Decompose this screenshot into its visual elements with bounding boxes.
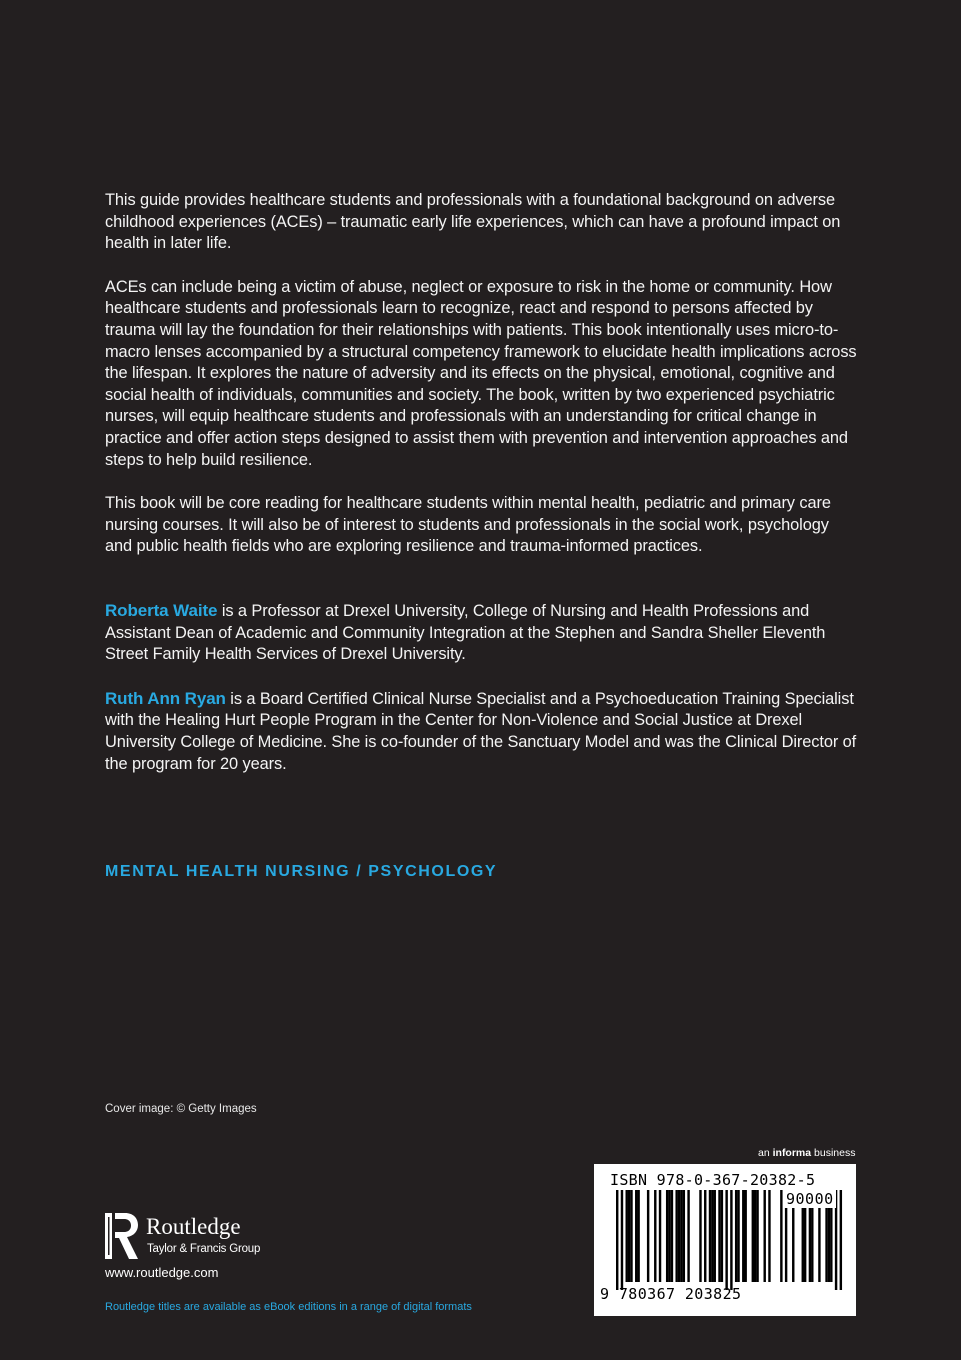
publisher-name: Routledge <box>146 1214 241 1239</box>
author-bio-2 <box>105 688 857 775</box>
publisher-website[interactable]: www.routledge.com <box>105 1265 219 1280</box>
isbn-barcode <box>594 1164 856 1316</box>
barcode-bar <box>742 1190 744 1282</box>
author-bio-text-1: is a Professor at Drexel University, College of Nursing and Health Professions and Assistant Dean of Academic and Community Integration at the Stephen and Sandra Sheller Eleventh Street Family Health Services of Drexel University. <box>105 602 826 664</box>
routledge-r-icon <box>105 1212 139 1260</box>
barcode-bar <box>754 1190 756 1282</box>
barcode-bar <box>756 1190 758 1282</box>
author-bio-1 <box>105 600 857 666</box>
informa-word: informa <box>772 1147 812 1159</box>
cover-image-credit: Cover image: © Getty Images <box>105 1103 257 1115</box>
author-bio-text-2: is a Board Certified Clinical Nurse Specialist and a Psychoeducation Training Specialist with the Healing Hurt People Program in the Center for Non-Violence and Social Justice at Drexel University College of Medicine. She is co-founder of the Sanctuary Model and was the Clinical Director of the program for 20 years. <box>105 689 857 773</box>
barcode-bar <box>711 1190 713 1282</box>
barcode-bar <box>668 1190 670 1282</box>
barcode-bar <box>678 1190 680 1282</box>
barcode-bar <box>626 1190 628 1282</box>
barcode-bar <box>763 1190 765 1282</box>
isbn-label: ISBN 978-0-367-20382-5 <box>610 1171 816 1189</box>
ebook-note: Routledge titles are available as eBook editions in a range of digital formats <box>105 1301 472 1313</box>
price-code: 90000 <box>786 1190 834 1208</box>
barcode-bar <box>616 1190 618 1290</box>
barcode-bar <box>666 1190 668 1282</box>
barcode-bar <box>721 1190 723 1282</box>
barcode-bar <box>752 1190 754 1282</box>
barcode-bar <box>699 1190 701 1282</box>
barcode-bar <box>714 1190 716 1282</box>
informa-prefix: an <box>758 1147 773 1159</box>
blurb <box>105 190 857 580</box>
barcode-bar <box>647 1190 649 1282</box>
barcode-bar <box>735 1190 737 1282</box>
barcode-bar <box>744 1190 746 1282</box>
barcode-bar <box>768 1190 770 1282</box>
barcode-bar <box>737 1190 739 1282</box>
barcode-bar <box>621 1190 623 1290</box>
ean-digits: 9 780367 203825 <box>600 1285 742 1303</box>
barcode-bar <box>709 1190 711 1282</box>
barcode-bar <box>840 1190 842 1290</box>
subject-category: MENTAL HEALTH NURSING / PSYCHOLOGY <box>105 863 498 880</box>
barcode-bar <box>718 1190 720 1282</box>
barcode-bar <box>725 1190 727 1290</box>
blurb-paragraph-1: This guide provides healthcare students and professionals with a foundational background on adverse childhood experiences (ACEs) – traumatic early life experiences, which can have a profound impact on health in later life. <box>105 191 841 253</box>
barcode-bar <box>730 1190 732 1290</box>
barcode-bar <box>628 1190 630 1282</box>
publisher-group: Taylor & Francis Group <box>147 1243 261 1255</box>
publisher-logo <box>105 1212 305 1262</box>
barcode-bar <box>671 1190 673 1282</box>
barcode-bar <box>630 1190 632 1282</box>
barcode-bar <box>680 1190 682 1282</box>
informa-business-tag <box>758 1147 855 1159</box>
barcode-bar <box>683 1190 685 1282</box>
blurb-paragraph-3: This book will be core reading for healthcare students within mental health, pediatric and primary care nursing courses. It will also be of interest to students and professionals in the social work, psychology and public health fields who are exploring resilience and trauma-informed practices. <box>105 494 831 556</box>
author-name-1: Roberta Waite <box>105 601 218 620</box>
barcode-bar <box>687 1190 689 1282</box>
author-bios <box>105 600 857 797</box>
barcode-bar <box>780 1190 782 1282</box>
barcode-bar <box>635 1190 637 1282</box>
barcode-bar <box>654 1190 656 1282</box>
author-name-2: Ruth Ann Ryan <box>105 688 226 708</box>
barcode-bar <box>704 1190 706 1282</box>
blurb-paragraph-2: ACEs can include being a victim of abuse, neglect or exposure to risk in the home or community. How healthcare students and professionals learn to recognize, react and respond to persons affected by trauma will lay the foundation for their relationships with patients. This book intentionally uses micro-to-macro lenses accompanied by a structural competency framework to elucidate health implications across the lifespan. It explores the nature of adversity and its effects on the physical, emotional, cognitive and social health of individuals, communities and society. The book, written by two experienced psychiatric nurses, will equip healthcare students and professionals with an understanding for critical change in practice and offer action steps designed to assist them with prevention and intervention approaches and steps to help build resilience. <box>105 277 857 469</box>
barcode-bar <box>675 1190 677 1282</box>
barcode-bar <box>659 1190 661 1282</box>
barcode-bar <box>637 1190 639 1282</box>
informa-suffix: business <box>811 1147 856 1159</box>
